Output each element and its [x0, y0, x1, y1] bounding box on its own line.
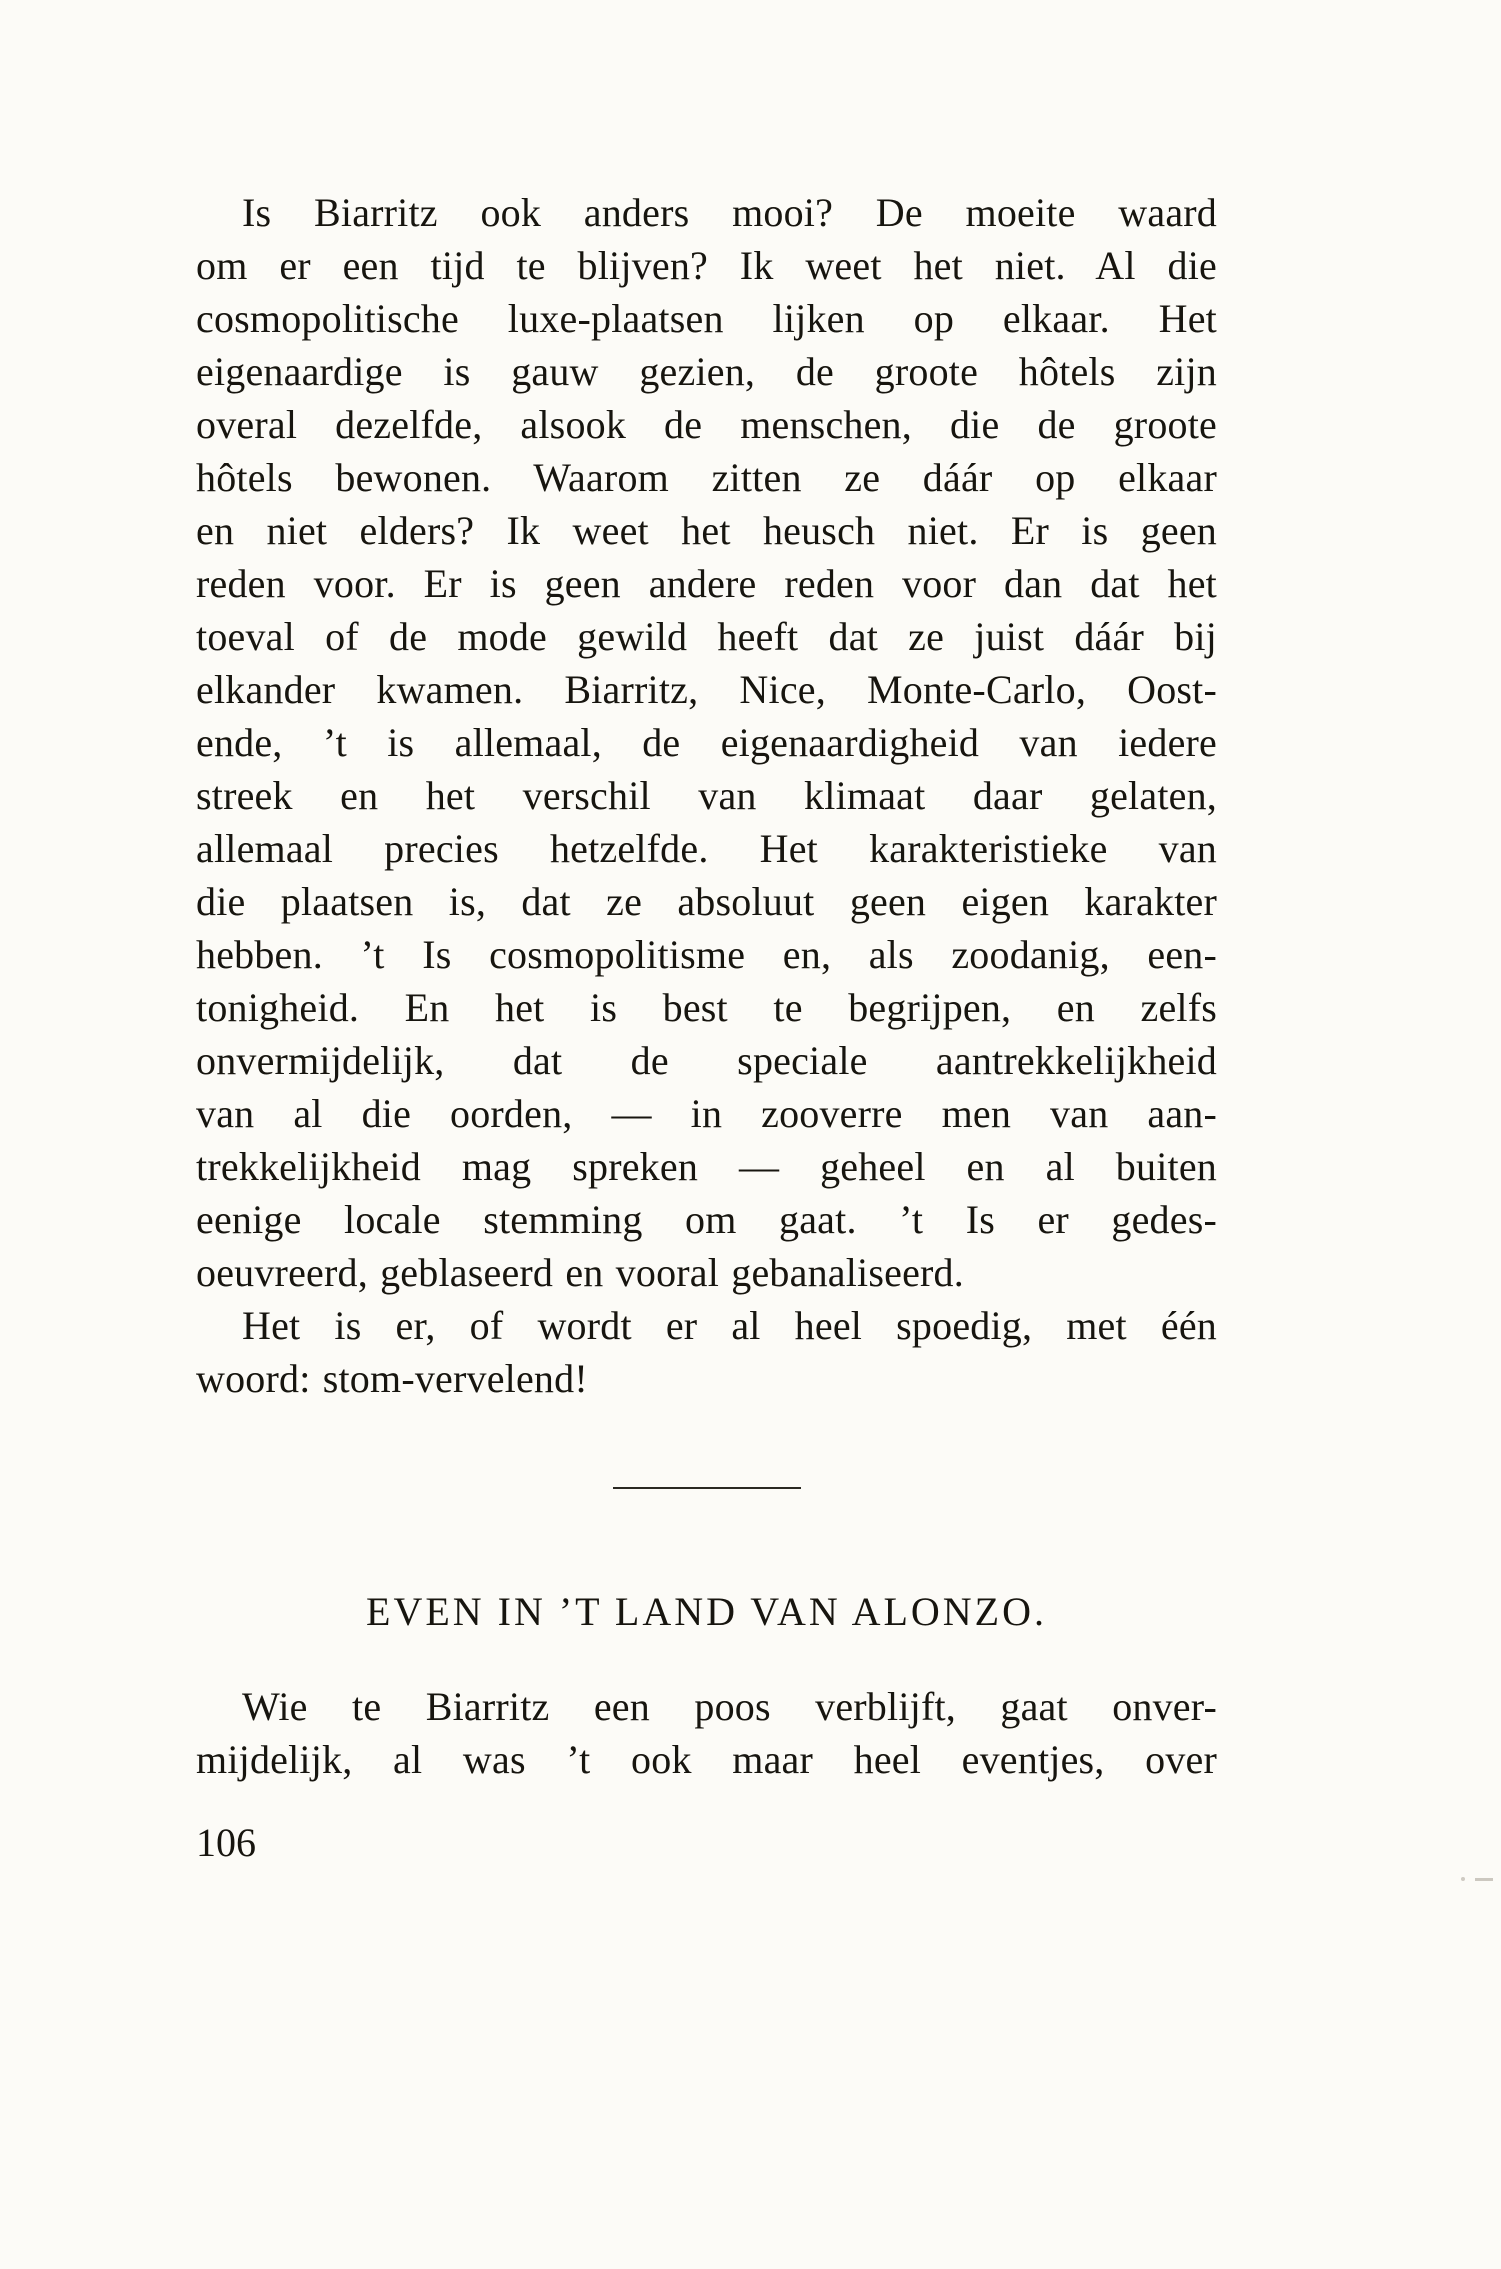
- text-line: om er een tijd te blijven? Ik weet het niet. Al die: [196, 243, 1217, 288]
- section-heading: EVEN IN ’T LAND VAN ALONZO.: [366, 1589, 1047, 1634]
- text-line: eigenaardige is gauw gezien, de groote hôtels zijn: [196, 349, 1217, 394]
- text-line: streek en het verschil van klimaat daar gelaten,: [196, 773, 1217, 818]
- text-line: eenige locale stemming om gaat. ’t Is er gedes-: [196, 1197, 1217, 1242]
- text-line: overal dezelfde, alsook de menschen, die de groote: [196, 402, 1217, 447]
- text-column: [196, 186, 1217, 1869]
- page-number: 106: [196, 1820, 256, 1865]
- paragraph-alonzo-intro: [196, 1680, 1217, 1786]
- text-line: Wie te Biarritz een poos verblijft, gaat onver-: [242, 1684, 1217, 1729]
- text-line: reden voor. Er is geen andere reden voor dan dat het: [196, 561, 1217, 606]
- paragraph-biarritz: [196, 186, 1217, 1299]
- text-line: en niet elders? Ik weet het heusch niet. Er is geen: [196, 508, 1217, 553]
- text-line: ende, ’t is allemaal, de eigenaardigheid van iedere: [196, 720, 1217, 765]
- text-line: woord: stom-vervelend!: [196, 1356, 588, 1401]
- text-line: die plaatsen is, dat ze absoluut geen eigen karakter: [196, 879, 1217, 924]
- text-line: elkander kwamen. Biarritz, Nice, Monte-Carlo, Oost-: [196, 667, 1217, 712]
- text-line: toeval of de mode gewild heeft dat ze juist dáár bij: [196, 614, 1217, 659]
- scan-artifact-mark: [1475, 1878, 1493, 1881]
- text-line: oeuvreerd, geblaseerd en vooral gebanaliseerd.: [196, 1250, 964, 1295]
- text-line: van al die oorden, — in zooverre men van aan-: [196, 1091, 1217, 1136]
- text-line: onvermijdelijk, dat de speciale aantrekkelijkheid: [196, 1038, 1217, 1083]
- text-line: Het is er, of wordt er al heel spoedig, met één: [242, 1303, 1217, 1348]
- text-line: cosmopolitische luxe-plaatsen lijken op elkaar. Het: [196, 296, 1217, 341]
- section-divider: [613, 1487, 801, 1489]
- paragraph-conclusion: [196, 1299, 1217, 1405]
- text-line: allemaal precies hetzelfde. Het karakteristieke van: [196, 826, 1217, 871]
- text-line: trekkelijkheid mag spreken — geheel en al buiten: [196, 1144, 1217, 1189]
- text-line: tonigheid. En het is best te begrijpen, en zelfs: [196, 985, 1217, 1030]
- text-line: hebben. ’t Is cosmopolitisme en, als zoodanig, een-: [196, 932, 1217, 977]
- text-line: Is Biarritz ook anders mooi? De moeite waard: [242, 190, 1217, 235]
- text-line: hôtels bewonen. Waarom zitten ze dáár op elkaar: [196, 455, 1217, 500]
- text-line: mijdelijk, al was ’t ook maar heel eventjes, over: [196, 1737, 1217, 1782]
